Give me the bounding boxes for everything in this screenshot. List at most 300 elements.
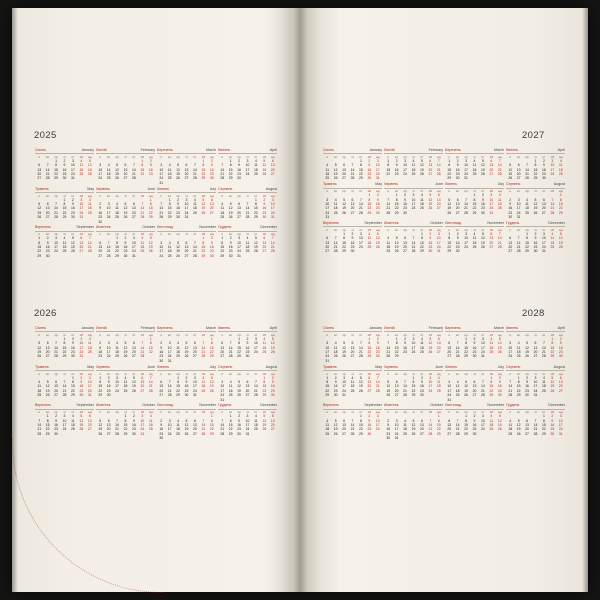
- day-cell[interactable]: 18: [228, 388, 233, 393]
- day-cell[interactable]: 30: [98, 219, 103, 224]
- day-cell[interactable]: 8: [141, 163, 144, 168]
- day-cell[interactable]: 3: [326, 341, 329, 346]
- day-cell[interactable]: 24: [394, 431, 399, 436]
- day-cell[interactable]: 22: [359, 172, 363, 177]
- day-cell[interactable]: 14: [132, 167, 136, 172]
- day-cell[interactable]: 11: [37, 384, 41, 389]
- day-cell[interactable]: 26: [464, 393, 468, 398]
- day-cell[interactable]: 9: [246, 341, 249, 346]
- day-cell[interactable]: 22: [436, 427, 441, 432]
- day-cell[interactable]: 5: [202, 197, 205, 202]
- day-cell[interactable]: 7: [387, 341, 390, 346]
- day-cell[interactable]: 11: [176, 345, 180, 350]
- day-cell[interactable]: 5: [387, 379, 390, 384]
- day-cell[interactable]: 11: [367, 236, 372, 241]
- day-cell[interactable]: 22: [472, 206, 477, 211]
- day-cell[interactable]: 22: [420, 245, 424, 250]
- day-cell[interactable]: 20: [420, 427, 424, 432]
- day-cell[interactable]: 14: [455, 345, 460, 350]
- day-cell[interactable]: 9: [107, 379, 110, 384]
- day-cell[interactable]: 27: [159, 393, 164, 398]
- day-cell[interactable]: 5: [481, 231, 484, 236]
- day-cell[interactable]: 4: [168, 163, 171, 168]
- day-cell[interactable]: 26: [481, 172, 485, 177]
- day-cell[interactable]: 17: [375, 423, 380, 428]
- day-cell[interactable]: 17: [464, 167, 468, 172]
- day-cell[interactable]: 27: [350, 210, 355, 215]
- day-cell[interactable]: 16: [455, 240, 460, 245]
- day-cell[interactable]: 6: [456, 197, 459, 202]
- day-cell[interactable]: 26: [209, 388, 214, 393]
- day-cell[interactable]: 7: [221, 418, 224, 423]
- day-cell[interactable]: 3: [465, 231, 467, 236]
- day-cell[interactable]: 17: [193, 384, 197, 389]
- day-cell[interactable]: 6: [185, 163, 188, 168]
- day-cell[interactable]: 28: [428, 431, 433, 436]
- day-cell[interactable]: 10: [359, 236, 363, 241]
- day-cell[interactable]: 30: [481, 210, 485, 215]
- day-cell[interactable]: 30: [455, 176, 460, 181]
- day-cell[interactable]: 19: [262, 167, 267, 172]
- day-cell[interactable]: 3: [517, 197, 520, 202]
- day-cell[interactable]: 1: [395, 193, 398, 198]
- day-cell[interactable]: 1: [210, 336, 213, 341]
- day-cell[interactable]: 23: [62, 172, 67, 177]
- day-cell[interactable]: 11: [220, 206, 224, 211]
- day-cell[interactable]: 3: [168, 341, 171, 346]
- day-cell[interactable]: 26: [228, 215, 233, 220]
- day-cell[interactable]: 25: [472, 245, 477, 250]
- day-cell[interactable]: 17: [159, 172, 164, 177]
- day-cell[interactable]: 3: [71, 158, 74, 163]
- day-cell[interactable]: 12: [184, 345, 189, 350]
- day-cell[interactable]: 3: [481, 414, 484, 419]
- day-cell[interactable]: 20: [270, 167, 275, 172]
- day-cell[interactable]: 15: [464, 345, 468, 350]
- day-cell[interactable]: 8: [202, 163, 205, 168]
- day-cell[interactable]: 21: [220, 172, 225, 177]
- day-cell[interactable]: 29: [411, 393, 416, 398]
- day-cell[interactable]: 6: [124, 163, 127, 168]
- day-cell[interactable]: 17: [411, 345, 416, 350]
- day-cell[interactable]: 24: [140, 427, 145, 432]
- day-cell[interactable]: 14: [159, 206, 164, 211]
- day-cell[interactable]: 9: [55, 418, 57, 423]
- day-cell[interactable]: 7: [551, 197, 554, 202]
- day-cell[interactable]: 26: [516, 431, 521, 436]
- day-cell[interactable]: 11: [123, 379, 128, 384]
- day-cell[interactable]: 10: [79, 341, 84, 346]
- day-cell[interactable]: 8: [63, 341, 66, 346]
- day-cell[interactable]: 5: [177, 240, 179, 245]
- day-cell[interactable]: 9: [71, 201, 74, 206]
- day-cell[interactable]: 3: [221, 379, 224, 384]
- day-cell[interactable]: 27: [428, 172, 433, 177]
- day-cell[interactable]: 23: [350, 245, 355, 250]
- day-cell[interactable]: 21: [350, 427, 355, 432]
- day-cell[interactable]: 25: [106, 176, 111, 181]
- day-cell[interactable]: 20: [209, 206, 214, 211]
- day-cell[interactable]: 13: [436, 197, 441, 202]
- day-cell[interactable]: 19: [184, 427, 189, 432]
- day-cell[interactable]: 19: [333, 427, 338, 432]
- day-cell[interactable]: 25: [411, 172, 416, 177]
- day-cell[interactable]: 10: [481, 341, 485, 346]
- day-cell[interactable]: 4: [559, 158, 562, 163]
- day-cell[interactable]: 21: [87, 245, 92, 250]
- day-cell[interactable]: 12: [270, 341, 275, 346]
- day-cell[interactable]: 6: [404, 236, 406, 241]
- day-cell[interactable]: 1: [63, 336, 66, 341]
- day-cell[interactable]: 19: [447, 206, 452, 211]
- day-cell[interactable]: 29: [115, 253, 119, 258]
- day-cell[interactable]: 8: [168, 201, 171, 206]
- day-cell[interactable]: 28: [220, 431, 225, 436]
- day-cell[interactable]: 22: [167, 210, 172, 215]
- day-cell[interactable]: 10: [254, 341, 258, 346]
- day-cell[interactable]: 27: [270, 172, 275, 177]
- day-cell[interactable]: 30: [270, 393, 275, 398]
- day-cell[interactable]: 6: [99, 240, 102, 245]
- day-cell[interactable]: 10: [436, 236, 441, 241]
- day-cell[interactable]: 1: [141, 158, 144, 163]
- day-cell[interactable]: 22: [123, 427, 128, 432]
- day-cell[interactable]: 26: [71, 249, 75, 254]
- day-cell[interactable]: 1: [326, 375, 329, 380]
- day-cell[interactable]: 20: [403, 245, 407, 250]
- day-cell[interactable]: 17: [411, 201, 416, 206]
- day-cell[interactable]: 27: [542, 210, 546, 215]
- day-cell[interactable]: 18: [115, 350, 119, 355]
- day-cell[interactable]: 26: [497, 350, 502, 355]
- day-cell[interactable]: 5: [124, 341, 127, 346]
- day-cell[interactable]: 6: [210, 197, 213, 202]
- day-cell[interactable]: 14: [220, 423, 225, 428]
- day-cell[interactable]: 27: [394, 393, 399, 398]
- day-cell[interactable]: 8: [517, 379, 520, 384]
- day-cell[interactable]: 27: [237, 215, 241, 220]
- day-cell[interactable]: 23: [472, 427, 477, 432]
- day-cell[interactable]: 25: [220, 215, 225, 220]
- day-cell[interactable]: 7: [149, 375, 152, 380]
- day-cell[interactable]: 21: [508, 388, 513, 393]
- day-cell[interactable]: 18: [254, 423, 258, 428]
- day-cell[interactable]: 20: [516, 172, 521, 177]
- day-cell[interactable]: 7: [376, 375, 379, 380]
- day-cell[interactable]: 4: [254, 158, 257, 163]
- day-cell[interactable]: 17: [159, 249, 164, 254]
- day-cell[interactable]: 2: [99, 341, 102, 346]
- day-cell[interactable]: 21: [481, 388, 485, 393]
- day-cell[interactable]: 1: [210, 414, 213, 419]
- day-cell[interactable]: 21: [497, 240, 502, 245]
- day-cell[interactable]: 12: [525, 345, 529, 350]
- day-cell[interactable]: 16: [367, 167, 372, 172]
- day-cell[interactable]: 5: [498, 336, 501, 341]
- day-cell[interactable]: 13: [525, 423, 529, 428]
- day-cell[interactable]: 23: [481, 206, 485, 211]
- day-cell[interactable]: 5: [132, 375, 135, 380]
- day-cell[interactable]: 24: [71, 172, 75, 177]
- day-cell[interactable]: 13: [262, 240, 267, 245]
- day-cell[interactable]: 24: [220, 393, 225, 398]
- day-cell[interactable]: 27: [472, 393, 477, 398]
- day-cell[interactable]: 7: [63, 379, 66, 384]
- day-cell[interactable]: 17: [54, 245, 58, 250]
- day-cell[interactable]: 2: [271, 375, 274, 380]
- day-cell[interactable]: 30: [159, 436, 164, 441]
- day-cell[interactable]: 18: [176, 350, 180, 355]
- day-cell[interactable]: 26: [447, 210, 452, 215]
- day-cell[interactable]: 15: [62, 206, 67, 211]
- day-cell[interactable]: 8: [343, 236, 345, 241]
- day-cell[interactable]: 30: [420, 393, 424, 398]
- day-cell[interactable]: 16: [455, 167, 460, 172]
- day-cell[interactable]: 2: [132, 414, 135, 419]
- day-cell[interactable]: 29: [209, 431, 214, 436]
- day-cell[interactable]: 24: [464, 172, 468, 177]
- day-cell[interactable]: 30: [350, 249, 355, 254]
- day-cell[interactable]: 26: [508, 176, 513, 181]
- day-cell[interactable]: 23: [333, 388, 338, 393]
- day-cell[interactable]: 21: [193, 172, 197, 177]
- day-cell[interactable]: 10: [79, 201, 84, 206]
- day-cell[interactable]: 1: [229, 414, 232, 419]
- day-cell[interactable]: 16: [403, 201, 407, 206]
- day-cell[interactable]: 13: [508, 240, 513, 245]
- day-cell[interactable]: 4: [326, 418, 329, 423]
- day-cell[interactable]: 19: [342, 350, 346, 355]
- day-cell[interactable]: 15: [209, 345, 214, 350]
- day-cell[interactable]: 17: [106, 350, 111, 355]
- day-cell[interactable]: 6: [38, 163, 41, 168]
- day-cell[interactable]: 30: [262, 215, 267, 220]
- day-cell[interactable]: 2: [246, 336, 249, 341]
- day-cell[interactable]: 6: [351, 197, 354, 202]
- day-cell[interactable]: 25: [79, 172, 84, 177]
- day-cell[interactable]: 14: [254, 384, 258, 389]
- day-cell[interactable]: 5: [334, 163, 337, 168]
- day-cell[interactable]: 22: [228, 172, 233, 177]
- day-cell[interactable]: 27: [533, 354, 538, 359]
- day-cell[interactable]: 21: [106, 249, 111, 254]
- day-cell[interactable]: 30: [132, 431, 136, 436]
- day-cell[interactable]: 29: [394, 354, 399, 359]
- day-cell[interactable]: 14: [87, 240, 92, 245]
- day-cell[interactable]: 2: [404, 336, 406, 341]
- day-cell[interactable]: 11: [542, 379, 546, 384]
- day-cell[interactable]: 15: [54, 167, 58, 172]
- day-cell[interactable]: 6: [490, 231, 493, 236]
- day-cell[interactable]: 7: [526, 163, 528, 168]
- day-cell[interactable]: 1: [99, 375, 102, 380]
- day-cell[interactable]: 29: [533, 176, 538, 181]
- day-cell[interactable]: 28: [436, 172, 441, 177]
- day-cell[interactable]: 11: [472, 236, 477, 241]
- day-cell[interactable]: 23: [54, 427, 58, 432]
- day-cell[interactable]: 28: [350, 176, 355, 181]
- day-cell[interactable]: 5: [551, 375, 554, 380]
- day-cell[interactable]: 24: [533, 388, 538, 393]
- day-cell[interactable]: 14: [550, 201, 555, 206]
- day-cell[interactable]: 17: [254, 345, 258, 350]
- day-cell[interactable]: 24: [359, 245, 363, 250]
- day-cell[interactable]: 14: [220, 167, 225, 172]
- day-cell[interactable]: 31: [447, 397, 452, 402]
- day-cell[interactable]: 18: [87, 345, 92, 350]
- day-cell[interactable]: 2: [80, 375, 83, 380]
- day-cell[interactable]: 27: [262, 249, 267, 254]
- day-cell[interactable]: 4: [498, 193, 501, 198]
- day-cell[interactable]: 22: [220, 249, 225, 254]
- day-cell[interactable]: 30: [533, 249, 538, 254]
- day-cell[interactable]: 14: [45, 167, 50, 172]
- day-cell[interactable]: 17: [270, 206, 275, 211]
- day-cell[interactable]: 7: [465, 197, 467, 202]
- day-cell[interactable]: 21: [220, 427, 225, 432]
- day-cell[interactable]: 3: [55, 236, 57, 241]
- day-cell[interactable]: 19: [123, 350, 128, 355]
- day-cell[interactable]: 1: [395, 336, 398, 341]
- day-cell[interactable]: 13: [436, 341, 441, 346]
- day-cell[interactable]: 4: [63, 236, 66, 241]
- day-cell[interactable]: 1: [465, 414, 467, 419]
- day-cell[interactable]: 18: [411, 167, 416, 172]
- day-cell[interactable]: 5: [124, 201, 127, 206]
- day-cell[interactable]: 5: [185, 341, 188, 346]
- day-cell[interactable]: 30: [550, 431, 555, 436]
- day-cell[interactable]: 30: [525, 393, 529, 398]
- day-cell[interactable]: 10: [342, 379, 346, 384]
- day-cell[interactable]: 13: [79, 240, 84, 245]
- day-cell[interactable]: 1: [116, 236, 118, 241]
- day-cell[interactable]: 5: [149, 236, 152, 241]
- day-cell[interactable]: 11: [228, 384, 233, 389]
- day-cell[interactable]: 7: [351, 418, 354, 423]
- day-cell[interactable]: 24: [489, 206, 494, 211]
- day-cell[interactable]: 27: [350, 354, 355, 359]
- day-cell[interactable]: 28: [359, 210, 363, 215]
- day-cell[interactable]: 21: [254, 388, 258, 393]
- day-cell[interactable]: 23: [403, 206, 407, 211]
- day-cell[interactable]: 29: [447, 249, 452, 254]
- day-cell[interactable]: 27: [558, 388, 563, 393]
- day-cell[interactable]: 23: [472, 350, 477, 355]
- day-cell[interactable]: 14: [386, 345, 391, 350]
- day-cell[interactable]: 29: [148, 215, 153, 220]
- day-cell[interactable]: 14: [386, 201, 391, 206]
- day-cell[interactable]: 31: [270, 215, 275, 220]
- day-cell[interactable]: 18: [516, 350, 521, 355]
- day-cell[interactable]: 25: [71, 427, 75, 432]
- day-cell[interactable]: 1: [343, 231, 345, 236]
- day-cell[interactable]: 3: [132, 236, 135, 241]
- day-cell[interactable]: 29: [359, 176, 363, 181]
- day-cell[interactable]: 24: [245, 172, 250, 177]
- day-cell[interactable]: 27: [54, 393, 58, 398]
- day-cell[interactable]: 19: [87, 167, 92, 172]
- day-cell[interactable]: 1: [254, 197, 257, 202]
- day-cell[interactable]: 1: [55, 158, 57, 163]
- day-cell[interactable]: 27: [184, 253, 189, 258]
- day-cell[interactable]: 7: [404, 379, 406, 384]
- day-cell[interactable]: 10: [193, 379, 197, 384]
- day-cell[interactable]: 6: [246, 379, 249, 384]
- day-cell[interactable]: 28: [54, 354, 58, 359]
- day-cell[interactable]: 18: [550, 240, 555, 245]
- day-cell[interactable]: 17: [436, 240, 441, 245]
- day-cell[interactable]: 20: [79, 245, 84, 250]
- day-cell[interactable]: 22: [254, 210, 258, 215]
- day-cell[interactable]: 11: [176, 423, 180, 428]
- day-cell[interactable]: 7: [38, 418, 41, 423]
- day-cell[interactable]: 13: [403, 240, 407, 245]
- day-cell[interactable]: 18: [403, 427, 407, 432]
- day-cell[interactable]: 20: [54, 388, 58, 393]
- day-cell[interactable]: 24: [481, 427, 485, 432]
- day-cell[interactable]: 26: [411, 431, 416, 436]
- day-cell[interactable]: 22: [62, 210, 67, 215]
- day-cell[interactable]: 8: [473, 197, 476, 202]
- day-cell[interactable]: 18: [245, 245, 250, 250]
- day-cell[interactable]: 17: [464, 240, 468, 245]
- day-cell[interactable]: 25: [436, 388, 441, 393]
- day-cell[interactable]: 12: [37, 206, 42, 211]
- day-cell[interactable]: 20: [123, 172, 128, 177]
- day-cell[interactable]: 2: [429, 231, 432, 236]
- day-cell[interactable]: 23: [237, 427, 241, 432]
- day-cell[interactable]: 22: [447, 172, 452, 177]
- day-cell[interactable]: 24: [193, 388, 197, 393]
- day-cell[interactable]: 10: [106, 345, 111, 350]
- day-cell[interactable]: 10: [132, 240, 136, 245]
- day-cell[interactable]: 14: [333, 240, 338, 245]
- day-cell[interactable]: 18: [148, 423, 153, 428]
- day-cell[interactable]: 7: [509, 379, 512, 384]
- day-cell[interactable]: 25: [367, 245, 372, 250]
- day-cell[interactable]: 21: [428, 427, 433, 432]
- day-cell[interactable]: 27: [45, 215, 50, 220]
- day-cell[interactable]: 1: [202, 158, 205, 163]
- day-cell[interactable]: 11: [71, 418, 75, 423]
- day-cell[interactable]: 3: [412, 336, 415, 341]
- day-cell[interactable]: 14: [359, 201, 363, 206]
- day-cell[interactable]: 20: [508, 245, 513, 250]
- day-cell[interactable]: 14: [455, 423, 460, 428]
- day-cell[interactable]: 8: [221, 240, 224, 245]
- day-cell[interactable]: 28: [333, 249, 338, 254]
- day-cell[interactable]: 21: [115, 427, 119, 432]
- day-cell[interactable]: 1: [473, 193, 476, 198]
- day-cell[interactable]: 23: [455, 172, 460, 177]
- day-cell[interactable]: 20: [325, 245, 330, 250]
- day-cell[interactable]: 24: [106, 354, 111, 359]
- day-cell[interactable]: 28: [45, 176, 50, 181]
- day-cell[interactable]: 26: [428, 350, 433, 355]
- day-cell[interactable]: 10: [464, 163, 468, 168]
- day-cell[interactable]: 30: [209, 253, 214, 258]
- day-cell[interactable]: 22: [342, 245, 346, 250]
- day-cell[interactable]: 8: [490, 379, 493, 384]
- day-cell[interactable]: 14: [497, 163, 502, 168]
- day-cell[interactable]: 31: [342, 393, 346, 398]
- day-cell[interactable]: 27: [123, 176, 128, 181]
- day-cell[interactable]: 26: [37, 215, 42, 220]
- day-cell[interactable]: 13: [350, 345, 355, 350]
- day-cell[interactable]: 9: [334, 379, 337, 384]
- day-cell[interactable]: 16: [375, 201, 380, 206]
- day-cell[interactable]: 12: [262, 163, 267, 168]
